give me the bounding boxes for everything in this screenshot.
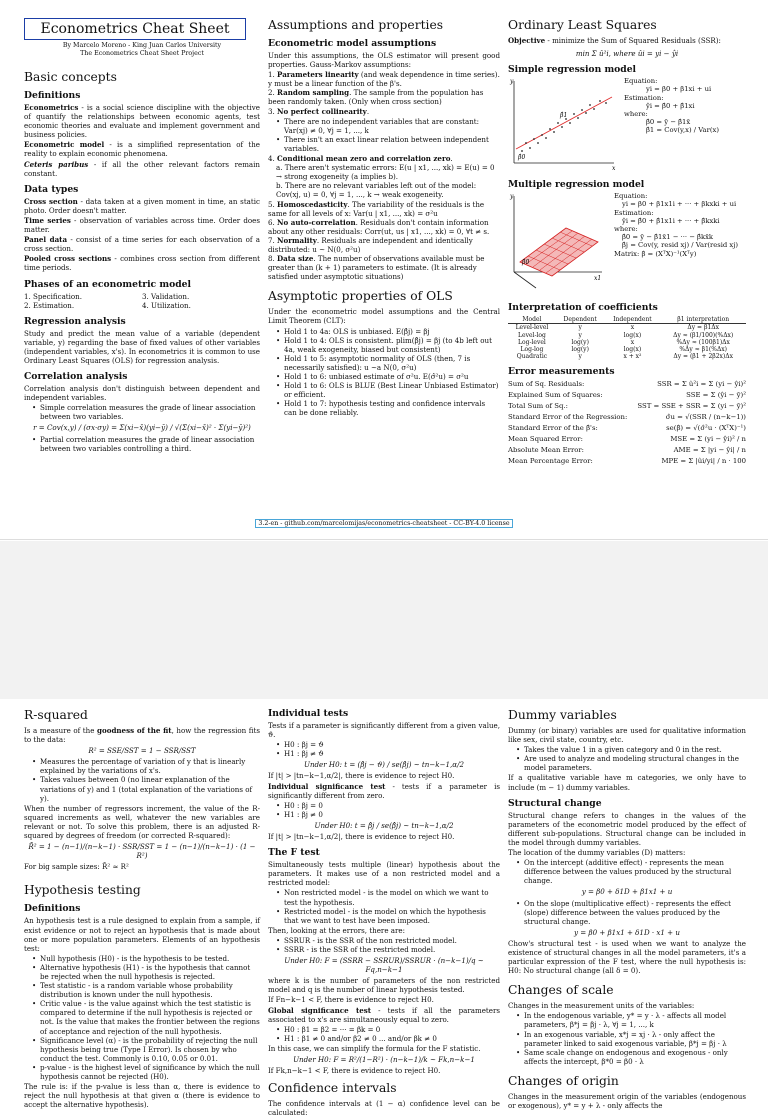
section-r-squared: R-squared	[24, 708, 88, 722]
assumption-item: 5. Homoscedasticity. The variability of the residuals is the same for all levels of x: Var(u | x1, ..., xk) = σ²u	[268, 199, 485, 218]
cheatsheet-page-2	[0, 700, 768, 1118]
dummy-bullet: • Are used to analyze and modeling structural changes in the model parameters.	[518, 754, 746, 772]
asymptotic-bullet: • Hold 1 to 4a: OLS is unbiased. E(β̂j) = βj	[278, 327, 500, 336]
error-row: Explained Sum of Squares: SSE = Σ (ŷi − ȳ)²	[508, 391, 746, 400]
column-2	[268, 708, 500, 1118]
r-squared-bullet: • Takes values between 0 (no linear explanation of the variations of y) and 1 (total explanation of the variations of y).	[34, 775, 260, 802]
svg-text:β̂1: β̂1	[560, 112, 568, 120]
assumption-item: 4. Conditional mean zero and correlation zero.	[268, 154, 453, 164]
r-squared-big-sample: For big sample sizes: R̄² ≈ R²	[24, 862, 129, 872]
error-row: Absolute Mean Error: AME = Σ |yi − ŷi| / n	[508, 446, 746, 455]
simple-regression-block	[508, 77, 746, 173]
section-asymptotic: Asymptotic properties of OLS	[268, 289, 453, 304]
structural-location: The location of the dummy variables (D) matters:	[508, 848, 686, 858]
correlation-list	[34, 403, 260, 421]
phase-item: 4. Utilization.	[142, 300, 191, 310]
structural-bullet: • On the intercept (additive effect) - represents the mean difference between the values produced by the structural change.	[518, 858, 746, 885]
heading-structural-change: Structural change	[508, 797, 602, 809]
section-changes-of-origin: Changes of origin	[508, 1073, 619, 1088]
asymptotic-bullet: • Hold 1 to 5: asymptotic normality of OLS (then, 7 is necessarily satisfied): u ~a N(0, σ²u)	[278, 354, 500, 372]
heading-interpretation: Interpretation of coefficients	[508, 302, 658, 314]
error-row: Standard Error of the Regression: σ̂u = √(SSR / (n−k−1))	[508, 413, 746, 422]
hypothesis-text: An hypothesis test is a rule designed to explain from a sample, if exist evidence or not to reject an hypothesis that is made about one or more population parameters. Elements of an hypothesis test:	[24, 916, 260, 953]
interpretation-table	[508, 316, 746, 360]
collinearity-bullet: • There isn't an exact linear relation between independent variables.	[278, 135, 500, 153]
heading-multiple-regression: Multiple regression model	[508, 179, 645, 191]
hypothesis-h0: • H0 : βj = ϑ	[278, 740, 500, 749]
assumption-item: 7. Normality. Residuals are independent and identically distributed: u ~ N(0, σ²u)	[268, 235, 473, 254]
hypothesis-list	[34, 954, 260, 1081]
assumption-item: 8. Data size. The number of observations available must be greater than (k + 1) parameters to estimate. (It is already satisfied under asymptotic situations)	[268, 254, 485, 282]
def-pooled-cross-sections: Pooled cross sections - combines cross section from different time periods.	[24, 254, 261, 273]
ols-objective-formula: min Σ û²i, where ûi = yi − ŷi	[575, 49, 679, 59]
multiple-regression-block	[508, 192, 746, 296]
correlation-bullet: • Partial correlation measures the grade of linear association between two variables controlling a third.	[34, 435, 260, 453]
table-row: Level-log y log(x) Δy ≈ (β1/100)(%Δx)	[518, 331, 734, 339]
def-time-series: Time series - observation of variables across time. Order does matter.	[24, 215, 260, 235]
license-footer	[0, 520, 768, 527]
collinearity-bullet: • There are no independent variables that are constant: Var(xj) ≠ 0, ∀j = 1, ..., k	[278, 117, 500, 135]
author-line: By Marcelo Moreno - King Juan Carlos University	[62, 42, 222, 49]
def-panel-data: Panel data - consist of a time series for each observation of a cross section.	[24, 235, 260, 254]
asymptotic-bullet: • Hold 1 to 7: hypothesis testing and confidence intervals can be done reliably.	[278, 399, 500, 417]
f-statistic-formula: Under H0: F = (SSRR − SSRUR)/SSRUR · (n−k−1)/q ~ Fq,n−k−1	[284, 956, 484, 975]
asymptotic-bullet: • Hold 1 to 6: OLS is BLUE (Best Linear Unbiased Estimator) or efficient.	[278, 381, 500, 399]
table-row: Quadratic y x + x² Δy = (β1 + 2β2x)Δx	[516, 353, 733, 361]
error-row: Mean Squared Error: MSE = Σ (yi − ŷi)² / n	[508, 435, 746, 444]
hypothesis-bullet: • p-value - is the highest level of significance by which the null hypothesis cannot be rejected (H0).	[34, 1063, 260, 1081]
def-cross-section: Cross section - data taken at a given moment in time, an static photo. Order doesn't matter.	[24, 196, 260, 215]
r-squared-list	[34, 757, 260, 802]
intercept-formula: y = β0 + δ1D + β1x1 + u	[581, 887, 673, 897]
phase-item: 2. Estimation.	[24, 300, 75, 310]
column-1	[24, 708, 260, 1110]
heading-phases: Phases of an econometric model	[24, 278, 191, 290]
hypothesis-bullet: • Critic value - is the value against which the test statistic is compared to determine if the null hypothesis is rejected or not. Is the value that makes the frontier between the regions of acceptance and rejection of the null hypothesis.	[34, 999, 260, 1035]
hypothesis-rule: The rule is: if the p-value is less than α, there is evidence to reject the null hypothesis at that given α (there is evidence to accept the alternative hypothesis).	[24, 1082, 260, 1110]
title-box	[24, 18, 246, 40]
section-ols: Ordinary Least Squares	[508, 18, 657, 32]
svg-text:x: x	[612, 165, 616, 173]
collinearity-list	[278, 117, 500, 153]
assumption-item: 2. Random sampling. The sample from the population has been randomly taken. (Only when cross section)	[268, 88, 484, 107]
error-row: Sum of Sq. Residuals: SSR = Σ û²i = Σ (yi − ŷi)²	[508, 380, 746, 389]
confidence-text: The confidence intervals at (1 − α) confidence level can be calculated:	[268, 1099, 500, 1118]
phases-list	[24, 292, 260, 310]
table-header-row: Model Dependent Independent β1 interpretation	[508, 316, 746, 324]
significance-rule: If |t| > |tn−k−1,α/2|, there is evidence to reject H0.	[268, 832, 455, 842]
section-assumptions: Assumptions and properties	[268, 18, 444, 32]
f-test-ssr: • SSRR - is the SSR of the restricted model.	[278, 945, 500, 954]
heading-definitions: Definitions	[24, 90, 81, 101]
dummy-m: If a qualitative variable have m categories, we only have to include (m − 1) dummy variables.	[508, 773, 746, 792]
correlation-text: Correlation analysis don't distinguish between dependent and independent variables.	[24, 384, 260, 403]
dummy-text: Dummy (or binary) variables are used for qualitative information like sex, civil state, country, etc.	[508, 726, 746, 745]
scale-bullet: • Same scale change on endogenous and exogenous - only affects the intercept, β*0 = β0 · λ	[518, 1048, 746, 1066]
significance-test: Individual significance test - tests if a parameter is significantly different from zero.	[268, 781, 500, 800]
section-changes-of-scale: Changes of scale	[508, 983, 614, 998]
def-econometric-model: Econometric model - is a simplified representation of the reality to explain economic phenomena.	[24, 140, 260, 159]
svg-text:y: y	[510, 78, 514, 86]
license-link[interactable]: 3.2-en - github.com/marcelomijas/econometrics-cheatsheet - CC-BY-4.0 license	[255, 519, 512, 528]
f-test-bullet: • Non restricted model - is the model on which we want to test the hypothesis.	[278, 888, 500, 906]
r-squared-intro: Is a measure of the goodness of the fit, how the regression fits to the data:	[24, 726, 260, 745]
simple-regression-equations: Equation: yi = β0 + β1xi + ui Estimation: ŷi = β̂0 + β̂1xi where: β̂0 = ȳ − β̂1x̄ β̂1 = Cov(y,x) / Var(x)	[624, 77, 719, 135]
f-test-where: where k is the number of parameters of the non restricted model and q is the number of linear hypothesis tested.	[268, 976, 500, 995]
def-ceteris-paribus: Ceteris paribus - if all the other relevant factors remain constant.	[24, 159, 260, 178]
asymptotic-list	[278, 327, 500, 418]
column-3	[508, 18, 746, 467]
hypothesis-h0: • H0 : β1 = β2 = ··· = βk = 0	[278, 1025, 500, 1034]
global-rule: If Fk,n−k−1 < F, there is evidence to reject H0.	[268, 1066, 441, 1076]
correlation-bullet: • Simple correlation measures the grade of linear association between two variables.	[34, 403, 260, 421]
error-row: Total Sum of Sq.: SST = SSE + SSR = Σ (yi − ȳ)²	[508, 402, 746, 411]
svg-text:β̂0: β̂0	[518, 154, 526, 162]
heading-regression-analysis: Regression analysis	[24, 315, 126, 327]
asymptotic-intro: Under the econometric model assumptions and the Central Limit Theorem (CLT):	[268, 307, 500, 326]
heading-error-measurements: Error measurements	[508, 366, 615, 378]
dummy-bullet: • Takes the value 1 in a given category and 0 in the rest.	[518, 745, 746, 754]
slope-formula: y = β0 + β1x1 + δ1D · x1 + u	[574, 927, 680, 937]
assumption-item: 3. No perfect collinearity.	[268, 106, 370, 116]
asymptotic-bullet: • Hold 1 to 6: unbiased estimate of σ²u. E(σ̂²u) = σ²u	[278, 372, 500, 381]
origin-text: Changes in the measurement origin of the variables (endogenous or exogenous), y* = y + λ - only affects the	[508, 1091, 746, 1110]
byline	[24, 42, 260, 58]
structural-bullet: • On the slope (multiplicative effect) - represents the effect (slope) difference between the values produced by the structural change.	[518, 899, 746, 926]
f-test-rule: If Fn−k−1 < F, there is evidence to reject H0.	[268, 995, 434, 1005]
page-gap	[0, 541, 768, 699]
individual-rule: If |t| > |tn−k−1,α/2|, there is evidence to reject H0.	[268, 771, 455, 781]
cheatsheet-page-1	[0, 0, 768, 540]
hypothesis-h0: • H0 : βj = 0	[278, 801, 500, 810]
simple-regression-plot	[508, 77, 618, 171]
scale-text: Changes in the measurement units of the variables:	[508, 1001, 695, 1011]
r-squared-bullet: • Measures the percentage of variation of y that is linearly explained by the variations of x's.	[34, 757, 260, 775]
section-confidence-intervals: Confidence intervals	[268, 1081, 397, 1096]
f-test-ssr: • SSRUR - is the SSR of the non restricted model.	[278, 936, 500, 945]
scale-bullet: • In an exogenous variable, x*j = xj · λ - only affect the parameter linked to said exogenous variable, β*j = βj · λ	[518, 1030, 746, 1048]
error-row: Mean Percentage Error: MPE = Σ |ûi/yi| / n · 100	[508, 457, 746, 466]
global-f-formula: Under H0: F = R²/(1−R²) · (n−k−1)/k ~ Fk,n−k−1	[293, 1055, 475, 1064]
correlation-formula: r = Cov(x,y) / (σx·σy) = Σ(xi−x̄)(yi−ȳ) / √(Σ(xi−x̄)² · Σ(yi−ȳ)²)	[33, 423, 251, 433]
t-significance-formula: Under H0: t = β̂j / se(β̂j) ~ tn−k−1,α/2	[314, 820, 454, 830]
section-hypothesis-testing: Hypothesis testing	[24, 883, 141, 898]
hypothesis-h1: • H1 : β1 ≠ 0 and/or β2 ≠ 0 ... and/or βk ≠ 0	[278, 1034, 500, 1043]
heading-model-assumptions: Econometric model assumptions	[268, 38, 437, 49]
asymptotic-bullet: • Hold 1 to 4: OLS is consistent. plim(β̂j) = βj (to 4b left out 4a, weak exogeneity, biased but consistent)	[278, 336, 500, 354]
project-line: The Econometrics Cheat Sheet Project	[80, 50, 204, 57]
chow-test: Chow's structural test - is used when we want to analyze the existence of structural changes in all the model parameters, it's a particular expression of the F test, where the null hypothesis is: H0: No structural change (all δ = 0).	[508, 938, 746, 976]
column-1	[24, 18, 260, 454]
hypothesis-h1: • H1 : βj ≠ ϑ	[278, 749, 500, 758]
ols-objective: Objective - minimize the Sum of Squared Residuals (SSR):	[508, 36, 721, 45]
global-significance: Global significance test - tests if all the parameters associated to x's are simultaneously equal to zero.	[268, 1005, 500, 1024]
structural-text: Structural change refers to changes in the values of the parameters of the econometric model produced by the effect of different sub-populations. Structural change can be included in the model through dummy variables.	[508, 810, 746, 847]
multiple-regression-plot	[508, 192, 608, 294]
assumption-sub: b. There are no relevant variables left out of the model: Cov(xj, u) = 0, ∀j = 1, ..., k → weak exogeneity.	[276, 181, 477, 200]
hypothesis-h1: • H1 : βj ≠ 0	[278, 810, 500, 819]
heading-data-types: Data types	[24, 183, 79, 195]
heading-correlation-analysis: Correlation analysis	[24, 371, 128, 383]
global-simplify: In this case, we can simplify the formula for the F statistic.	[268, 1043, 481, 1053]
error-row: Standard Error of the β̂'s: se(β̂) = √(σ̂²u · (XᵀX)⁻¹)	[508, 424, 746, 433]
assumption-item: 6. No auto-correlation. Residuals don't contain information about any other residuals: Corr(ut, us | x1, ..., xk) = 0, ∀t ≠ s.	[268, 217, 490, 236]
hypothesis-bullet: • Null hypothesis (H0) - is the hypothesis to be tested.	[34, 954, 260, 963]
hypothesis-bullet: • Test statistic - is a random variable whose probability distribution is known under the null hypothesis.	[34, 981, 260, 999]
phase-item: 3. Validation.	[142, 291, 190, 301]
section-dummy-variables: Dummy variables	[508, 708, 617, 722]
regression-text: Study and predict the mean value of a variable (dependent variable, y) regarding the base of fixed values of other variables (independent variables, x's). In econometrics it is common to use Ordinary Least Squares (OLS) for regression analysis.	[24, 328, 260, 365]
adjusted-r-squared-formula: R̄² = 1 − (n−1)/(n−k−1) · SSR/SST = 1 − (n−1)/(n−k−1) · (1 − R²)	[28, 842, 256, 861]
error-measurements-list	[508, 379, 746, 467]
assumption-sub: a. There aren't systematic errors: E(u | x1, ..., xk) = E(u) = 0 → strong exogeneity (a implies b).	[276, 163, 495, 182]
f-test-text: Simultaneously tests multiple (linear) hypothesis about the parameters. It makes use of a non restricted model and a restricted model:	[268, 860, 500, 888]
hypothesis-bullet: • Alternative hypothesis (H1) - is the hypothesis that cannot be rejected when the null hypothesis is rejected.	[34, 963, 260, 981]
table-row: Log-log log(y) log(x) %Δy ≈ β1(%Δx)	[520, 346, 728, 353]
t-statistic-formula: Under H0: t = (β̂j − ϑ) / se(β̂j) ~ tn−k−1,α/2	[303, 760, 465, 770]
scale-bullet: • In the endogenous variable, y* = y · λ - affects all model parameters, β*j = βj · λ, ∀j = 1, ..., k	[518, 1011, 746, 1029]
table-row: Log-level log(y) x %Δy ≈ (100β1)Δx	[518, 338, 730, 346]
f-test-then: Then, looking at the errors, there are:	[268, 925, 405, 935]
section-basic-concepts: Basic concepts	[24, 70, 117, 84]
individual-tests-text: Tests if a parameter is significantly different from a given value, ϑ.	[268, 721, 500, 740]
f-test-bullet: • Restricted model - is the model on which the hypothesis that we want to test have been imposed.	[278, 907, 500, 925]
page-title: Econometrics Cheat Sheet	[40, 21, 230, 37]
column-3	[508, 708, 746, 1111]
hypothesis-bullet: • Significance level (α) - is the probability of rejecting the null hypothesis being true (Type I Error). Is chosen by who conduct the test. Commonly is 0.10, 0.05 or 0.01.	[34, 1036, 260, 1063]
r-squared-text: When the number of regressors increment, the value of the R-squared increments as well, whatever the new variables are relevant or not. To solve this problem, there is an adjusted R-squared by degrees of freedom (or corrected R-squared):	[24, 803, 260, 841]
phase-item: 1. Specification.	[24, 291, 83, 301]
heading-f-test: The F test	[268, 847, 320, 859]
svg-text:β̂0: β̂0	[522, 259, 530, 267]
svg-text:x1: x1	[594, 275, 602, 283]
table-row: Level-level y x Δy = β1Δx	[515, 324, 719, 332]
multiple-regression-equations: Equation: yi = β0 + β1x1i + ··· + βkxki + ui Estimation: ŷi = β̂0 + β̂1x1i + ··· + β̂kxki where: β̂0 = ȳ − β̂1x̄1 − ··· − β̂kx̄k β̂j = Cov(y, resid xj) / Var(resid xj) Matrix: β̂ = (XᵀX)⁻¹(Xᵀy)	[614, 192, 739, 258]
heading-individual-tests: Individual tests	[268, 708, 349, 719]
heading-simple-regression: Simple regression model	[508, 64, 637, 76]
heading-ht-definitions: Definitions	[24, 903, 81, 915]
def-econometrics: Econometrics - is a social science discipline with the objective of quantify the relationships between economic agents, test economic theories and evaluate and implement government and business policies.	[24, 103, 260, 140]
assumptions-intro: Under this assumptions, the OLS estimator will present good properties. Gauss-Markov assumptions:	[268, 51, 500, 70]
column-2	[268, 18, 500, 418]
assumption-item: 1. Parameters linearity (and weak dependence in time series). y must be a linear function of the β's.	[268, 70, 500, 89]
r-squared-formula: R² = SSE/SST = 1 − SSR/SST	[88, 746, 196, 756]
svg-text:y: y	[510, 193, 514, 201]
